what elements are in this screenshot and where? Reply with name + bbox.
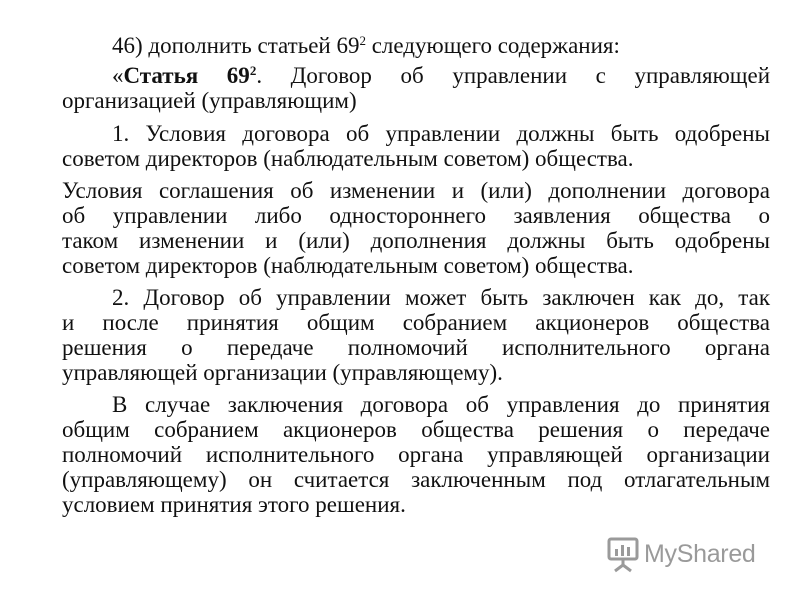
paragraph-2-line-1: Условия соглашения об изменении и (или) дополнении договора bbox=[62, 178, 770, 203]
paragraph-3-line-4: управляющей организации (управляющему). bbox=[62, 360, 503, 385]
presentation-board-icon bbox=[606, 535, 640, 573]
paragraph-2-line-2: об управлении либо одностороннего заявления общества о bbox=[62, 203, 770, 228]
article-heading-line-2: организацией (управляющим) bbox=[62, 88, 357, 113]
paragraph-4-line-3: полномочий исполнительного органа управляющей организации bbox=[62, 442, 770, 467]
watermark-text: MyShared bbox=[644, 539, 756, 568]
amendment-intro-tail: следующего содержания: bbox=[365, 33, 620, 58]
paragraph-3-line-2: и после принятия общим собранием акционеров общества bbox=[62, 310, 770, 335]
paragraph-3-line-1: 2. Договор об управлении может быть заключен как до, так bbox=[112, 285, 770, 310]
paragraph-2-line-4: советом директоров (наблюдательным советом) общества. bbox=[62, 253, 634, 278]
paragraph-4-line-1: В случае заключения договора об управления до принятия bbox=[112, 392, 770, 417]
amendment-intro-line bbox=[112, 33, 770, 58]
paragraph-4-line-4: (управляющему) он считается заключенным под отлагательным bbox=[62, 467, 770, 492]
article-heading-superscript: 2 bbox=[249, 63, 257, 78]
article-heading-line bbox=[112, 63, 770, 88]
paragraph-4-line-5: условием принятия этого решения. bbox=[62, 492, 406, 517]
myshared-watermark bbox=[606, 534, 776, 574]
amendment-intro-superscript: 2 bbox=[359, 33, 366, 48]
article-heading-rest: . Договор об управлении с управляющей bbox=[256, 63, 770, 88]
paragraph-1-line-2: советом директоров (наблюдательным советом) общества. bbox=[62, 146, 634, 171]
paragraph-4-line-2: общим собранием акционеров общества решения о передаче bbox=[62, 417, 770, 442]
paragraph-3-line-3: решения о передаче полномочий исполнительного органа bbox=[62, 335, 770, 360]
article-open-quote: « bbox=[112, 63, 124, 88]
article-heading-bold: Статья 69 bbox=[123, 63, 250, 88]
amendment-intro-text: 46) дополнить статьей 69 bbox=[112, 33, 360, 58]
paragraph-2-line-3: таком изменении и (или) дополнения должны быть одобрены bbox=[62, 228, 770, 253]
paragraph-1-line-1: 1. Условия договора об управлении должны быть одобрены bbox=[112, 121, 770, 146]
